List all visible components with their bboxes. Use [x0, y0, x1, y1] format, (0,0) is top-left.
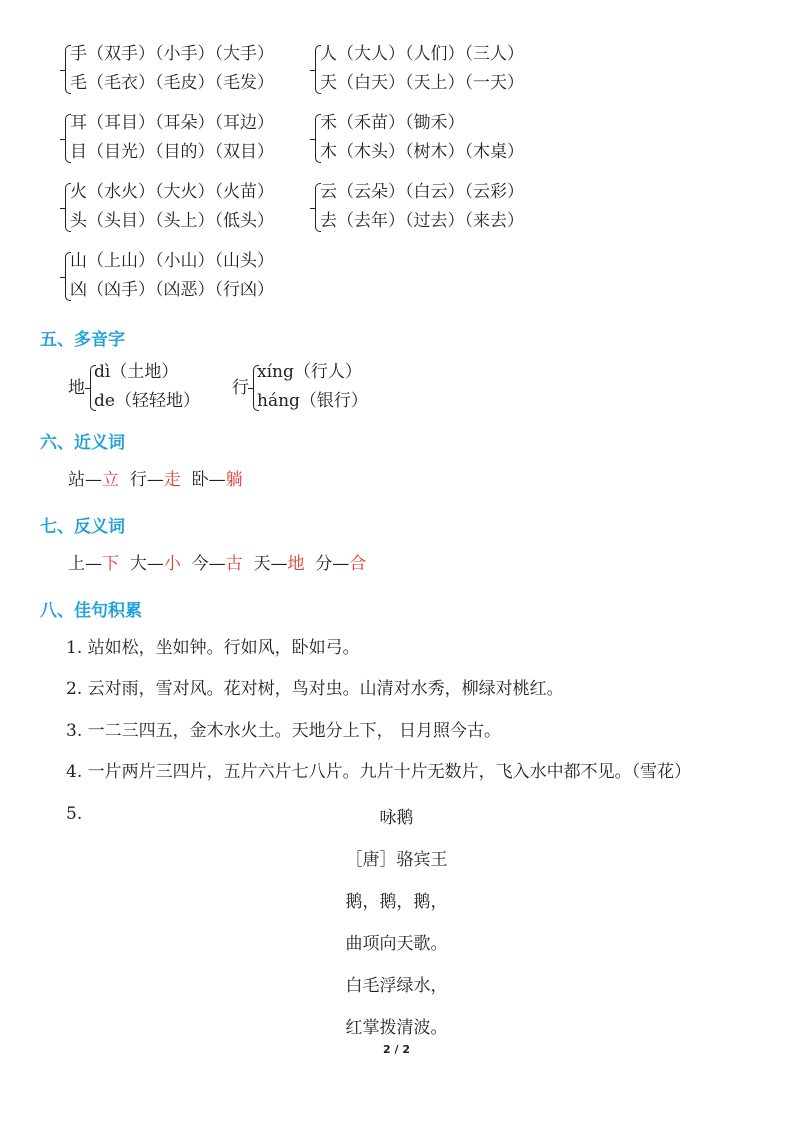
- word-line: 去（去年）（过去）（来去）: [320, 211, 524, 231]
- antonym-pair: 天—地: [253, 554, 305, 574]
- word-line: 火（水火）（大火）（火苗）: [70, 182, 274, 202]
- polyphonic-reading: dì（土地）: [94, 362, 179, 382]
- word-line: 山（上山）（小山）（山头）: [70, 251, 274, 271]
- antonym-pair: 上—下: [68, 554, 119, 574]
- poem-line: 曲项向天歌。: [345, 934, 448, 954]
- sentence-item: 4. 一片两片三四片，五片六片七八片。九片十片无数片，飞入水中都不见。（雪花）: [66, 762, 692, 782]
- word-line: 人（大人）（人们）（三人）: [320, 44, 524, 64]
- polyphonic-reading: háng（银行）: [257, 391, 368, 411]
- page-number: 2 / 2: [383, 1043, 410, 1056]
- antonym-pair: 分—合: [315, 554, 367, 574]
- synonym-pair: 站—立: [68, 470, 119, 490]
- polyphonic-char: 行: [232, 378, 249, 398]
- synonym-pair: 行—走: [129, 470, 181, 490]
- word-line: 手（双手）（小手）（大手）: [70, 44, 274, 64]
- section-heading-antonyms: 七、反义词: [40, 517, 125, 537]
- word-line: 云（云朵）（白云）（云彩）: [320, 182, 524, 202]
- word-line: 毛（毛衣）（毛皮）（毛发）: [70, 73, 274, 93]
- poem-line: 红掌拨清波。: [345, 1018, 448, 1038]
- section-heading-synonyms: 六、近义词: [40, 433, 125, 453]
- word-line: 头（头目）（头上）（低头）: [70, 211, 274, 231]
- antonym-row: [68, 553, 366, 575]
- section-heading-sentences: 八、佳句积累: [40, 601, 142, 621]
- word-line: 目（目光）（目的）（双目）: [70, 142, 274, 162]
- section-heading-polyphonic: 五、多音字: [40, 330, 125, 350]
- word-line: 禾（禾苗）（锄禾）: [320, 113, 465, 133]
- word-line: 木（木头）（树木）（木桌）: [320, 142, 524, 162]
- poem-number: 5.: [66, 804, 83, 824]
- poem-line: 白毛浮绿水，: [345, 976, 448, 996]
- word-line: 天（白天）（天上）（一天）: [320, 73, 524, 93]
- word-line: 耳（耳目）（耳朵）（耳边）: [70, 113, 274, 133]
- synonym-pair: 卧—躺: [191, 470, 243, 490]
- sentence-item: 3. 一二三四五，金木水火土。天地分上下， 日月照今古。: [66, 721, 502, 741]
- word-line: 凶（凶手）（凶恶）（行凶）: [70, 280, 274, 300]
- polyphonic-reading: xíng（行人）: [257, 362, 362, 382]
- synonym-row: [68, 469, 243, 491]
- poem-line: 鹅，鹅，鹅，: [345, 892, 448, 912]
- poem-author: ［唐］骆宾王: [345, 850, 448, 870]
- sentence-item: 1. 站如松，坐如钟。行如风，卧如弓。: [66, 638, 360, 658]
- poem-title: 咏鹅: [379, 808, 414, 828]
- polyphonic-char: 地: [68, 378, 85, 398]
- antonym-pair: 大—小: [129, 554, 181, 574]
- polyphonic-reading: de（轻轻地）: [94, 391, 200, 411]
- sentence-item: 2. 云对雨，雪对风。花对树，鸟对虫。山清对水秀，柳绿对桃红。: [66, 679, 564, 699]
- antonym-pair: 今—古: [191, 554, 243, 574]
